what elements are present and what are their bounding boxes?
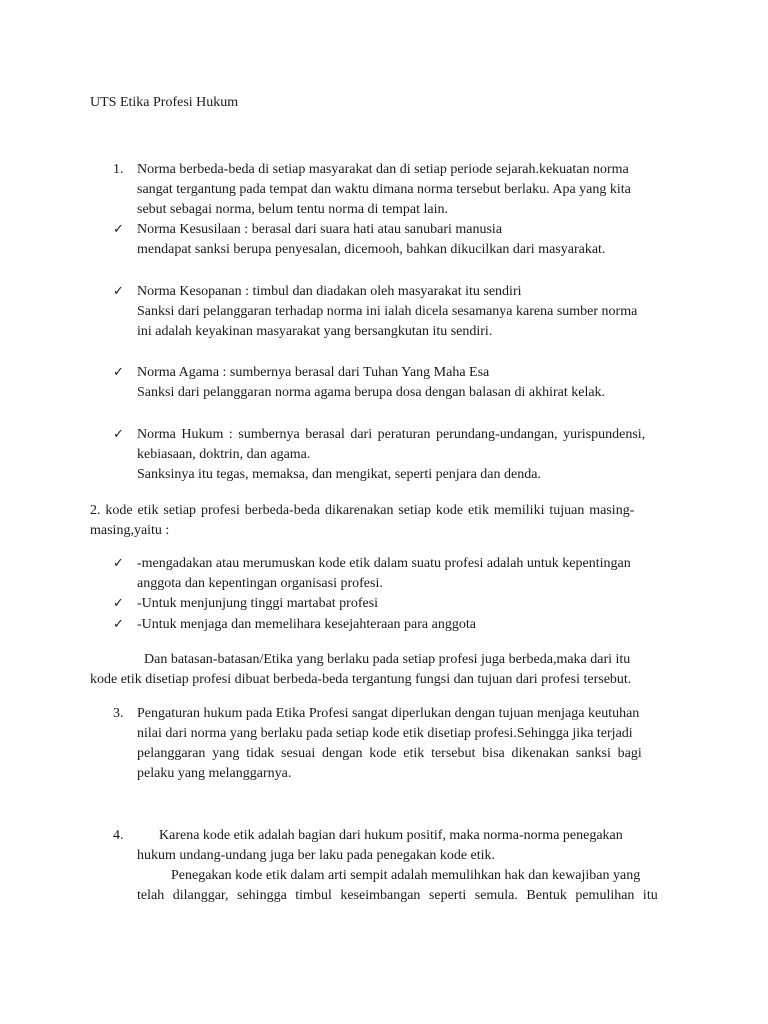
q1-line: sangat tergantung pada tempat dan waktu dimana norma tersebut berlaku. Apa yang kita	[137, 182, 631, 197]
q4-number: 4.	[113, 828, 124, 843]
q1-line: Norma berbeda-beda di setiap masyarakat dan di setiap periode sejarah.kekuatan norma	[137, 162, 629, 177]
q2-paragraph	[90, 501, 678, 541]
norma-body: Sanksi dari pelanggaran norma agama berupa dosa dengan balasan di akhirat kelak.	[137, 385, 606, 400]
q3-line: nilai dari norma yang berlaku pada setiap kode etik disetiap profesi.Sehingga jika terjadi	[137, 726, 633, 741]
check-icon: ✓	[113, 365, 124, 380]
q2-item	[137, 615, 678, 635]
norma-agama	[137, 363, 678, 403]
q4-line: hukum undang-undang juga ber laku pada penegakan kode etik.	[137, 848, 496, 863]
q2-item	[137, 594, 678, 614]
q4-line: Penegakan kode etik dalam arti sempit adalah memulihkan hak dan kewajiban yang	[171, 868, 641, 883]
norma-body: ini adalah keyakinan masyarakat yang bersangkutan itu sendiri.	[137, 324, 493, 339]
q4-paragraph	[137, 826, 678, 906]
q2-closing	[90, 650, 690, 690]
q2-closing-line: kode etik disetiap profesi dibuat berbeda-beda tergantung fungsi dan tujuan dari profesi tersebut.	[90, 672, 632, 687]
q1-line: sebut sebagai norma, belum tentu norma di tempat lain.	[137, 202, 449, 217]
q1-number: 1.	[113, 162, 124, 177]
q3-paragraph	[137, 704, 678, 784]
norma-body: kebiasaan, doktrin, dan agama.	[137, 447, 311, 462]
norma-heading: Norma Kesusilaan : berasal dari suara hati atau sanubari manusia	[137, 222, 503, 237]
norma-kesopanan	[137, 282, 678, 342]
q2-closing-line: Dan batasan-batasan/Etika yang berlaku pada setiap profesi juga berbeda,maka dari itu	[144, 652, 631, 667]
document-title: UTS Etika Profesi Hukum	[90, 95, 239, 110]
norma-kesusilaan	[137, 220, 678, 260]
norma-heading: Norma Hukum : sumbernya berasal dari peraturan perundang-undangan, yurispundensi,	[137, 427, 646, 442]
norma-heading: Norma Kesopanan : timbul dan diadakan oleh masyarakat itu sendiri	[137, 284, 522, 299]
q2-line: 2. kode etik setiap profesi berbeda-beda dikarenakan setiap kode etik memiliki tujuan masing-	[90, 503, 635, 518]
q2-item-line: -Untuk menjaga dan memelihara kesejahteraan para anggota	[137, 617, 476, 632]
q2-item	[137, 554, 678, 594]
check-icon: ✓	[113, 284, 124, 299]
q3-line: pelanggaran yang tidak sesuai dengan kode etik tersebut bisa dikenakan sanksi bagi	[137, 746, 642, 761]
norma-body: Sanksi dari pelanggaran terhadap norma ini ialah dicela sesamanya karena sumber norma	[137, 304, 638, 319]
q3-number: 3.	[113, 706, 124, 721]
q2-item-line: -Untuk menjunjung tinggi martabat profesi	[137, 596, 379, 611]
q2-line: masing,yaitu :	[90, 523, 170, 538]
q1-paragraph	[137, 160, 678, 220]
norma-heading: Norma Agama : sumbernya berasal dari Tuhan Yang Maha Esa	[137, 365, 490, 380]
norma-body: Sanksinya itu tegas, memaksa, dan mengikat, seperti penjara dan denda.	[137, 467, 541, 482]
q3-line: Pengaturan hukum pada Etika Profesi sangat diperlukan dengan tujuan menjaga keutuhan	[137, 706, 640, 721]
check-icon: ✓	[113, 596, 124, 611]
q4-line: Karena kode etik adalah bagian dari hukum positif, maka norma-norma penegakan	[159, 828, 623, 843]
q4-line: telah dilanggar, sehingga timbul keseimbangan seperti semula. Bentuk pemulihan itu	[137, 888, 658, 903]
q3-line: pelaku yang melanggarnya.	[137, 766, 292, 781]
q2-item-line: anggota dan kepentingan organisasi profesi.	[137, 576, 383, 591]
norma-body: mendapat sanksi berupa penyesalan, dicemooh, bahkan dikucilkan dari masyarakat.	[137, 242, 606, 257]
check-icon: ✓	[113, 556, 124, 571]
check-icon: ✓	[113, 617, 124, 632]
q2-item-line: -mengadakan atau merumuskan kode etik dalam suatu profesi adalah untuk kepentingan	[137, 556, 631, 571]
check-icon: ✓	[113, 427, 124, 442]
check-icon: ✓	[113, 222, 124, 237]
norma-hukum	[137, 425, 678, 485]
